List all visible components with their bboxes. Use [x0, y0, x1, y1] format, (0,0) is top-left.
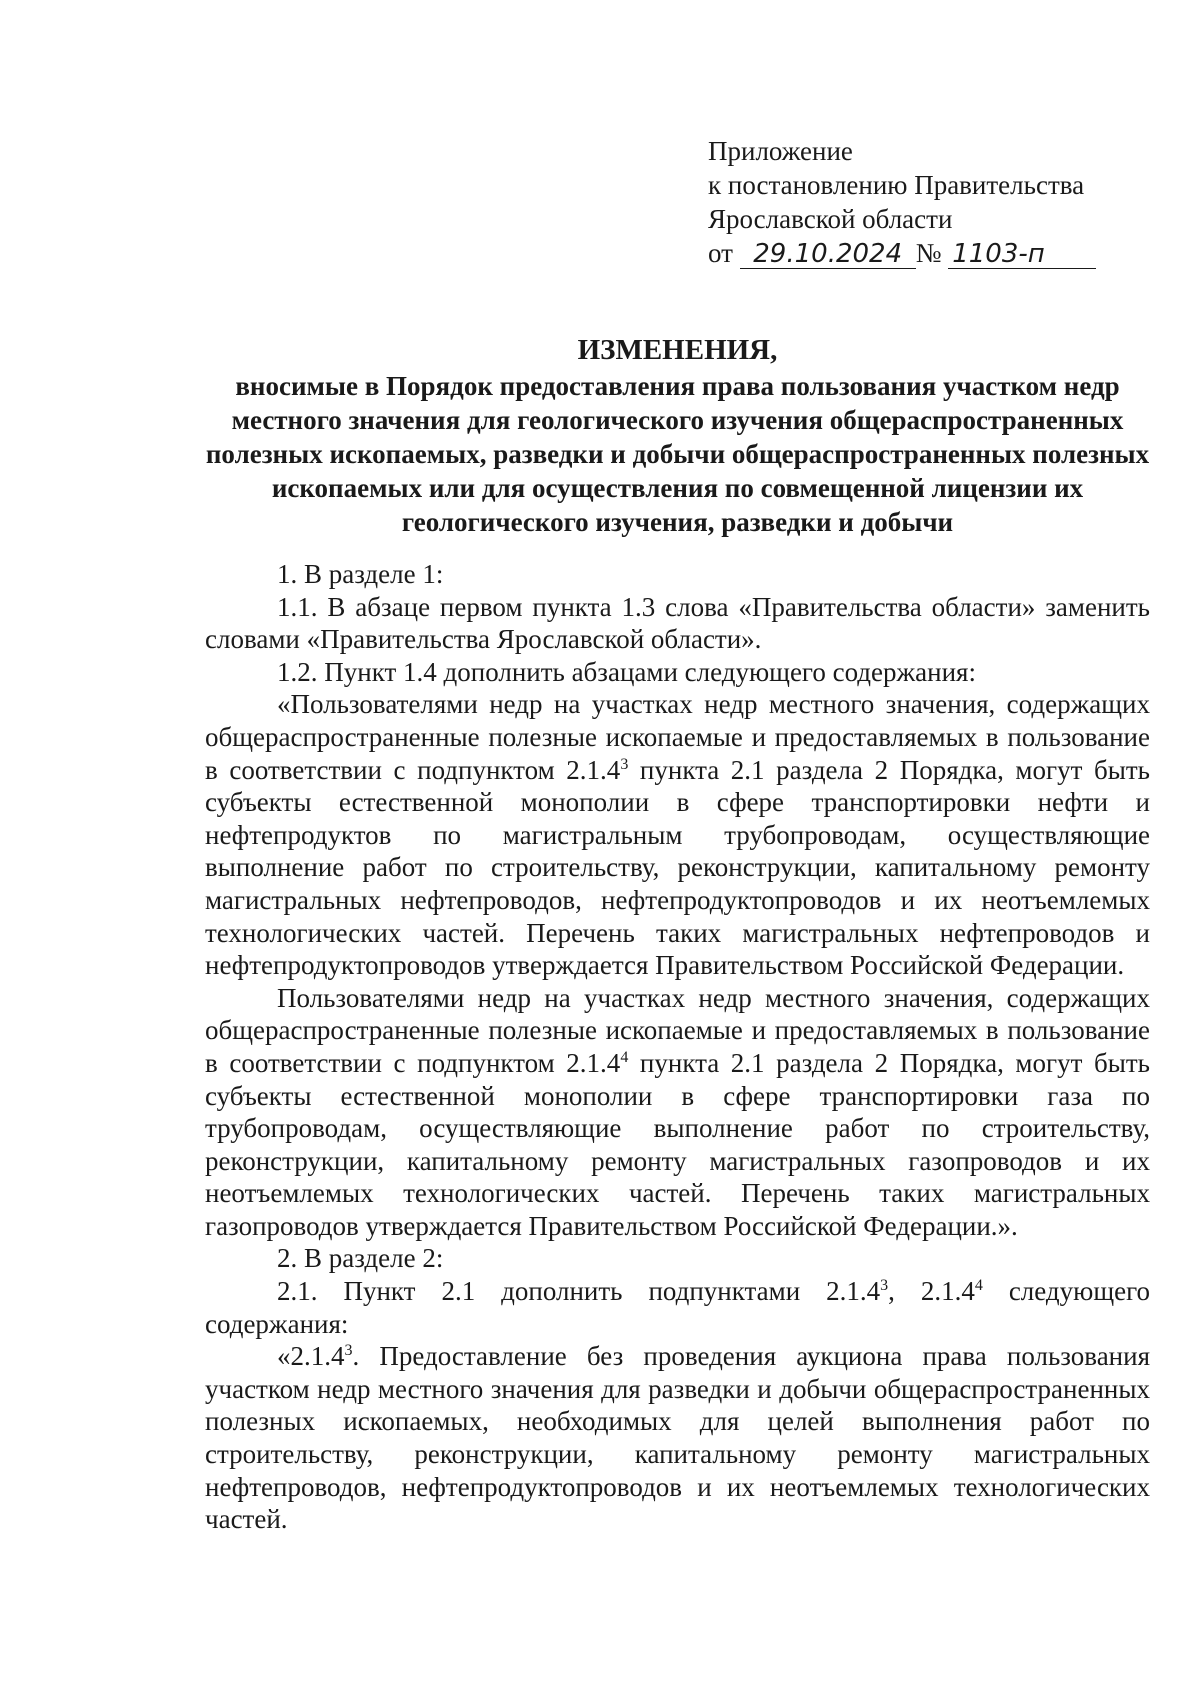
paragraph-oil-users: [205, 688, 1150, 981]
paragraph-2-1: [205, 1275, 1150, 1340]
paragraph-1-2: 1.2. Пункт 1.4 дополнить абзацами следующего содержания:: [277, 656, 976, 687]
text-run: «2.1.4: [277, 1341, 345, 1372]
text-run: «Пользователями недр на участках недр местного значения, содержащих общераспространенные полезные ископаемые и предоставляемых в пользование в соответствии с подпунктом 2.1.4: [205, 689, 1150, 785]
text-run: Пользователями недр на участках недр местного значения, содержащих общераспространенные полезные ископаемые и предоставляемых в пользование в соответствии с подпунктом 2.1.4: [205, 982, 1150, 1078]
superscript: 3: [344, 1342, 353, 1360]
paragraph-section-2: 2. В разделе 2:: [277, 1243, 444, 1274]
appendix-label: Приложение: [708, 136, 853, 166]
appendix-header: [708, 134, 1096, 270]
handwritten-date: 29.10.2024: [740, 240, 916, 269]
date-prefix: от: [708, 238, 733, 268]
document-body: [205, 558, 1150, 1536]
document-heading: [205, 333, 1150, 539]
appendix-resolution-line: к постановлению Правительства: [708, 170, 1085, 200]
superscript: 4: [974, 1277, 983, 1295]
paragraph-gas-users: [205, 982, 1150, 1243]
text-run: 2.1. Пункт 2.1 дополнить подпунктами 2.1.4: [277, 1276, 881, 1307]
superscript: 4: [620, 1048, 629, 1066]
handwritten-number: 1103-п: [948, 240, 1096, 269]
text-run: . Предоставление без проведения аукциона права пользования участком недр местного значения для разведки и добычи общераспространенных полезных ископаемых, необходимых для целей выполнения работ по строительству, реконструкции, капитальному ремонту магистральных нефтепроводов, нефтепродуктопроводов и их неотъемлемых технологических частей.: [205, 1341, 1150, 1535]
document-title: ИЗМЕНЕНИЯ,: [577, 334, 778, 366]
paragraph-2-1-4-3: [205, 1340, 1150, 1536]
appendix-region-line: Ярославской области: [708, 204, 953, 234]
superscript: 3: [620, 755, 629, 773]
text-run: пункта 2.1 раздела 2 Порядка, могут быть субъекты естественной монополии в сфере транспортировки газа по трубопроводам, осуществляющие выполнение работ по строительству, реконструкции, капитальному ремонту магистральных газопроводов и их неотъемлемых технологических частей. Перечень таких магистральных газопроводов утверждается Правительством Российской Федерации.».: [205, 1047, 1150, 1241]
appendix-date-line: [708, 236, 1096, 270]
text-run: , 2.1.4: [888, 1276, 975, 1307]
number-prefix: №: [915, 238, 942, 268]
text-run: следующего содержания:: [205, 1276, 1150, 1339]
paragraph-section-1: 1. В разделе 1:: [277, 559, 444, 589]
document-subtitle: вносимые в Порядок предоставления права пользования участком недр местного значения для геологического изучения общераспространенных полезных ископаемых, разведки и добычи общераспространенных полезных ископаемых или для осуществления по совмещенной лицензии их геологического изучения, разведки и добычи: [205, 371, 1150, 537]
text-run: пункта 2.1 раздела 2 Порядка, могут быть субъекты естественной монополии в сфере транспортировки нефти и нефтепродуктов по магистральным трубопроводам, осуществляющие выполнение работ по строительству, реконструкции, капитальному ремонту магистральных нефтепроводов, нефтепродуктопроводов и их неотъемлемых технологических частей. Перечень таких магистральных нефтепроводов и нефтепродуктопроводов утверждается Правительством Российской Федерации.: [205, 754, 1150, 981]
paragraph-1-1: 1.1. В абзаце первом пункта 1.3 слова «Правительства области» заменить словами «Правительства Ярославской области».: [205, 591, 1150, 655]
superscript: 3: [880, 1277, 889, 1295]
